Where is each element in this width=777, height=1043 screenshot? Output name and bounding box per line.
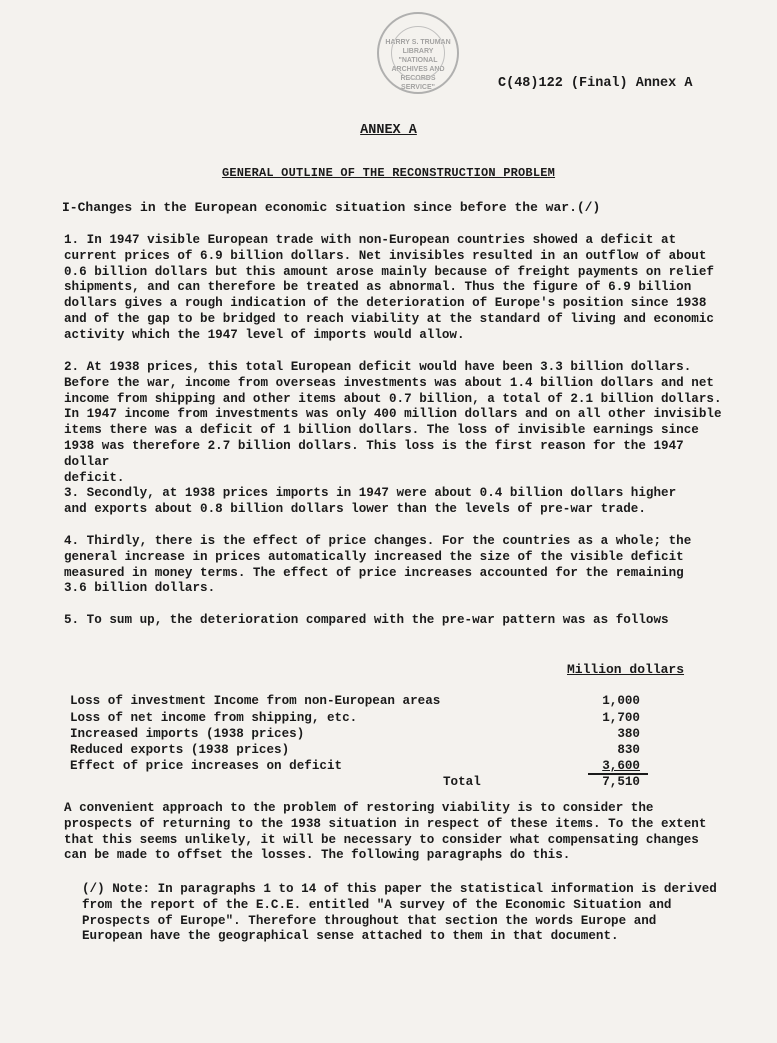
table-row-value: 1,000 bbox=[602, 694, 640, 708]
table-row bbox=[70, 759, 640, 775]
section-heading: I-Changes in the European economic situation since before the war.(/) bbox=[62, 200, 601, 215]
table-row bbox=[70, 711, 640, 727]
paragraph-1: 1. In 1947 visible European trade with non-European countries showed a deficit at current prices of 6.9 billion dollars. Net invisibles resulted in an outflow of about 0.6 billion dollars but this amount arose mainly because of freight payments on relief shipments, and can therefore be treated as abnormal. Thus the figure of 6.9 billion dollars gives a rough indication of the deterioration of Europe's position since 1938 and of the gap to be bridged to reach viability at the standard of living and economic activity which the 1947 level of imports would allow. bbox=[64, 233, 714, 342]
table-row bbox=[70, 694, 640, 710]
table-row-label: Effect of price increases on deficit bbox=[70, 759, 343, 773]
table-row-value: 3,600 bbox=[602, 759, 640, 773]
paragraph-5: 5. To sum up, the deterioration compared with the pre-war pattern was as follows bbox=[64, 613, 669, 627]
table-total-value: 7,510 bbox=[602, 775, 640, 789]
table-row-value: 380 bbox=[617, 727, 640, 741]
table-row-value: 1,700 bbox=[602, 711, 640, 725]
table-row-label: Loss of investment Income from non-European areas bbox=[70, 694, 441, 708]
conclusion-paragraph: A convenient approach to the problem of restoring viability is to consider the prospects of returning to the 1938 situation in respect of these items. To the extent that this seems unlikely, it will be necessary to consider what compensating changes can be made to offset the losses. The following paragraphs do this. bbox=[64, 801, 707, 863]
paragraph-2: 2. At 1938 prices, this total European deficit would have been 3.3 billion dollars. Before the war, income from overseas investments was about 1.4 billion dollars and net income from shipping and other items about 0.7 billion, a total of 2.1 billion dollars. In 1947 income from investments was only 400 million dollars and on all other invisible items there was a deficit of 1 billion dollars. The loss of invisible earnings since 1938 was therefore 2.7 billion dollars. This loss is the first reason for the 1947 dollar deficit. bbox=[64, 360, 722, 485]
table-total-row bbox=[70, 775, 640, 791]
table-total-label: Total bbox=[443, 775, 481, 789]
archive-stamp bbox=[377, 12, 459, 94]
table-row bbox=[70, 743, 640, 759]
footnote: (/) Note: In paragraphs 1 to 14 of this paper the statistical information is derived from the report of the E.C.E. entitled "A survey of the Economic Situation and Prospects of Europe". Therefore throughout that section the words Europe and European have the geographical sense attached to them in that document. bbox=[82, 882, 717, 944]
annex-title: ANNEX A bbox=[360, 123, 417, 138]
table-column-header: Million dollars bbox=[567, 662, 685, 677]
paragraph-3: 3. Secondly, at 1938 prices imports in 1947 were about 0.4 billion dollars higher and exports about 0.8 billion dollars lower than the levels of pre-war trade. bbox=[64, 486, 677, 516]
archive-stamp-text: HARRY S. TRUMAN LIBRARY "NATIONAL ARCHIVES AND RECORDS SERVICE" bbox=[385, 39, 451, 91]
table-row-label: Loss of net income from shipping, etc. bbox=[70, 711, 358, 725]
main-title: GENERAL OUTLINE OF THE RECONSTRUCTION PROBLEM bbox=[221, 166, 556, 180]
table-row-label: Reduced exports (1938 prices) bbox=[70, 743, 290, 757]
document-reference: C(48)122 (Final) Annex A bbox=[498, 76, 693, 91]
paragraph-4: 4. Thirdly, there is the effect of price changes. For the countries as a whole; the general increase in prices automatically increased the size of the visible deficit measured in money terms. The effect of price increases accounted for the remaining 3.6 billion dollars. bbox=[64, 534, 692, 596]
table-row-value: 830 bbox=[617, 743, 640, 757]
table-row bbox=[70, 727, 640, 743]
table-row-label: Increased imports (1938 prices) bbox=[70, 727, 305, 741]
